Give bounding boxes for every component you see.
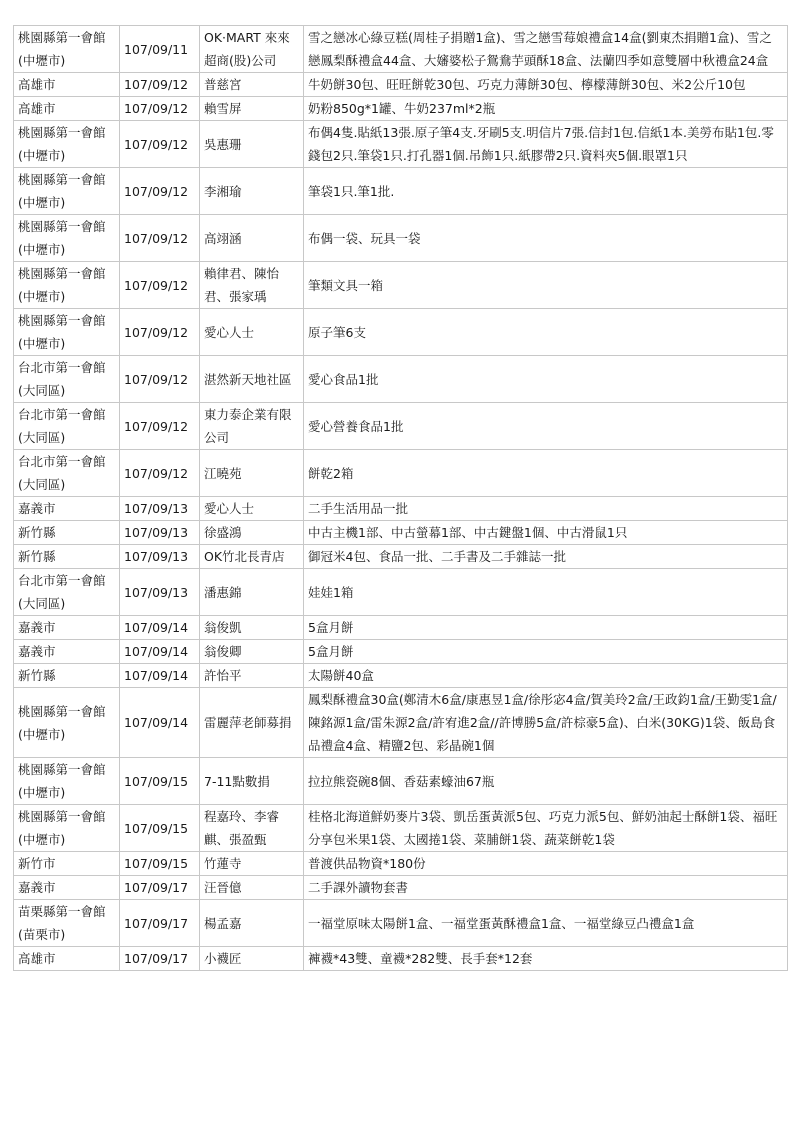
donor-cell: 許怡平 [200, 664, 304, 688]
table-row [14, 73, 788, 97]
date-cell: 107/09/12 [120, 309, 200, 356]
donor-cell: 楊孟嘉 [200, 900, 304, 947]
items-cell: 中古主機1部、中古螢幕1部、中古鍵盤1個、中古滑鼠1只 [304, 521, 788, 545]
items-cell: 5盒月餅 [304, 640, 788, 664]
table-row [14, 664, 788, 688]
donor-cell: 高翊涵 [200, 215, 304, 262]
branch-cell: 桃園縣第一會館(中壢市) [14, 758, 120, 805]
table-row [14, 497, 788, 521]
items-cell: 愛心食品1批 [304, 356, 788, 403]
date-cell: 107/09/12 [120, 215, 200, 262]
items-cell: 拉拉熊瓷碗8個、香菇素蠔油67瓶 [304, 758, 788, 805]
table-row [14, 121, 788, 168]
donor-cell: OK竹北長青店 [200, 545, 304, 569]
date-cell: 107/09/17 [120, 900, 200, 947]
donor-cell: 東力泰企業有限公司 [200, 403, 304, 450]
donor-cell: OK·MART 來來超商(股)公司 [200, 26, 304, 73]
items-cell: 原子筆6支 [304, 309, 788, 356]
date-cell: 107/09/17 [120, 876, 200, 900]
branch-cell: 桃園縣第一會館(中壢市) [14, 168, 120, 215]
branch-cell: 高雄市 [14, 97, 120, 121]
table-row [14, 640, 788, 664]
items-cell: 5盒月餅 [304, 616, 788, 640]
branch-cell: 台北市第一會館(大同區) [14, 450, 120, 497]
items-cell: 一福堂原味太陽餅1盒、一福堂蛋黃酥禮盒1盒、一福堂綠豆凸禮盒1盒 [304, 900, 788, 947]
table-row [14, 356, 788, 403]
branch-cell: 台北市第一會館(大同區) [14, 569, 120, 616]
items-cell: 娃娃1箱 [304, 569, 788, 616]
items-cell: 筆袋1只.筆1批. [304, 168, 788, 215]
branch-cell: 苗栗縣第一會館(苗栗市) [14, 900, 120, 947]
branch-cell: 台北市第一會館(大同區) [14, 403, 120, 450]
table-row [14, 309, 788, 356]
date-cell: 107/09/14 [120, 616, 200, 640]
items-cell: 牛奶餅30包、旺旺餅乾30包、巧克力薄餅30包、檸檬薄餅30包、米2公斤10包 [304, 73, 788, 97]
table-row [14, 403, 788, 450]
date-cell: 107/09/15 [120, 805, 200, 852]
items-cell: 太陽餅40盒 [304, 664, 788, 688]
items-cell: 奶粉850g*1罐、牛奶237ml*2瓶 [304, 97, 788, 121]
donor-cell: 湛然新天地社區 [200, 356, 304, 403]
date-cell: 107/09/12 [120, 121, 200, 168]
donor-cell: 普慈宮 [200, 73, 304, 97]
branch-cell: 嘉義市 [14, 640, 120, 664]
items-cell: 餅乾2箱 [304, 450, 788, 497]
branch-cell: 高雄市 [14, 947, 120, 971]
branch-cell: 新竹市 [14, 852, 120, 876]
donor-cell: 賴雪屏 [200, 97, 304, 121]
date-cell: 107/09/14 [120, 688, 200, 758]
branch-cell: 桃園縣第一會館(中壢市) [14, 215, 120, 262]
table-row [14, 947, 788, 971]
branch-cell: 嘉義市 [14, 497, 120, 521]
donor-cell: 程嘉玲、李睿麒、張盈甄 [200, 805, 304, 852]
branch-cell: 嘉義市 [14, 876, 120, 900]
donor-cell: 吳惠珊 [200, 121, 304, 168]
table-row [14, 900, 788, 947]
date-cell: 107/09/12 [120, 262, 200, 309]
date-cell: 107/09/13 [120, 545, 200, 569]
table-row [14, 852, 788, 876]
branch-cell: 嘉義市 [14, 616, 120, 640]
branch-cell: 台北市第一會館(大同區) [14, 356, 120, 403]
date-cell: 107/09/12 [120, 403, 200, 450]
date-cell: 107/09/12 [120, 168, 200, 215]
donation-table [13, 25, 788, 971]
donor-cell: 汪晉億 [200, 876, 304, 900]
donor-cell: 愛心人士 [200, 309, 304, 356]
date-cell: 107/09/11 [120, 26, 200, 73]
date-cell: 107/09/12 [120, 356, 200, 403]
date-cell: 107/09/13 [120, 497, 200, 521]
date-cell: 107/09/15 [120, 852, 200, 876]
items-cell: 愛心營養食品1批 [304, 403, 788, 450]
table-row [14, 215, 788, 262]
branch-cell: 桃園縣第一會館(中壢市) [14, 262, 120, 309]
date-cell: 107/09/13 [120, 569, 200, 616]
branch-cell: 桃園縣第一會館(中壢市) [14, 688, 120, 758]
branch-cell: 桃園縣第一會館(中壢市) [14, 805, 120, 852]
date-cell: 107/09/17 [120, 947, 200, 971]
branch-cell: 新竹縣 [14, 545, 120, 569]
date-cell: 107/09/12 [120, 450, 200, 497]
donor-cell: 李湘瑜 [200, 168, 304, 215]
table-row [14, 805, 788, 852]
date-cell: 107/09/12 [120, 73, 200, 97]
items-cell: 桂格北海道鮮奶麥片3袋、凱岳蛋黃派5包、巧克力派5包、鮮奶油起士酥餅1袋、福旺分享包米果1袋、太國捲1袋、菜脯餅1袋、蔬菜餅乾1袋 [304, 805, 788, 852]
items-cell: 筆類文具一箱 [304, 262, 788, 309]
donor-cell: 翁俊卿 [200, 640, 304, 664]
date-cell: 107/09/15 [120, 758, 200, 805]
date-cell: 107/09/14 [120, 640, 200, 664]
items-cell: 普渡供品物資*180份 [304, 852, 788, 876]
items-cell: 褲襪*43雙、童襪*282雙、長手套*12套 [304, 947, 788, 971]
date-cell: 107/09/14 [120, 664, 200, 688]
donor-cell: 翁俊凱 [200, 616, 304, 640]
branch-cell: 高雄市 [14, 73, 120, 97]
table-row [14, 569, 788, 616]
date-cell: 107/09/13 [120, 521, 200, 545]
table-row [14, 758, 788, 805]
branch-cell: 新竹縣 [14, 664, 120, 688]
table-row [14, 616, 788, 640]
branch-cell: 新竹縣 [14, 521, 120, 545]
table-row [14, 688, 788, 758]
date-cell: 107/09/12 [120, 97, 200, 121]
items-cell: 御冠米4包、食品一批、二手書及二手雜誌一批 [304, 545, 788, 569]
donor-cell: 小襪匠 [200, 947, 304, 971]
items-cell: 二手課外讀物套書 [304, 876, 788, 900]
items-cell: 布偶一袋、玩具一袋 [304, 215, 788, 262]
branch-cell: 桃園縣第一會館(中壢市) [14, 309, 120, 356]
items-cell: 雪之戀冰心綠豆糕(周桂子捐贈1盒)、雪之戀雪莓娘禮盒14盒(劉東杰捐贈1盒)、雪之戀鳳梨酥禮盒44盒、大嬸婆松子鴛鴦芋頭酥18盒、法蘭四季如意雙層中秋禮盒24盒 [304, 26, 788, 73]
donor-cell: 雷麗萍老師募捐 [200, 688, 304, 758]
table-row [14, 97, 788, 121]
branch-cell: 桃園縣第一會館(中壢市) [14, 121, 120, 168]
donor-cell: 徐盛鴻 [200, 521, 304, 545]
table-row [14, 26, 788, 73]
table-row [14, 168, 788, 215]
table-row [14, 450, 788, 497]
donor-cell: 賴律君、陳怡君、張家瑀 [200, 262, 304, 309]
donor-cell: 江曉苑 [200, 450, 304, 497]
donation-table-body [14, 26, 788, 971]
donor-cell: 愛心人士 [200, 497, 304, 521]
branch-cell: 桃園縣第一會館(中壢市) [14, 26, 120, 73]
donor-cell: 竹蓮寺 [200, 852, 304, 876]
donor-cell: 潘惠錦 [200, 569, 304, 616]
table-row [14, 876, 788, 900]
items-cell: 布偶4隻.貼紙13張.原子筆4支.牙刷5支.明信片7張.信封1包.信紙1本.美勞布貼1包.零錢包2只.筆袋1只.打孔器1個.吊飾1只.紙膠帶2只.資料夾5個.眼罩1只 [304, 121, 788, 168]
table-row [14, 521, 788, 545]
table-row [14, 262, 788, 309]
table-row [14, 545, 788, 569]
donor-cell: 7-11點數捐 [200, 758, 304, 805]
items-cell: 二手生活用品一批 [304, 497, 788, 521]
items-cell: 鳳梨酥禮盒30盒(鄭清木6盒/康惠昱1盒/徐彤宓4盒/賀美玲2盒/王政鈞1盒/王勤雯1盒/陳銘源1盒/雷朱源2盒/許宥進2盒//許博勝5盒/許棕豪5盒)、白米(30KG)1袋、飯島食品禮盒4盒、精鹽2包、彩晶碗1個 [304, 688, 788, 758]
